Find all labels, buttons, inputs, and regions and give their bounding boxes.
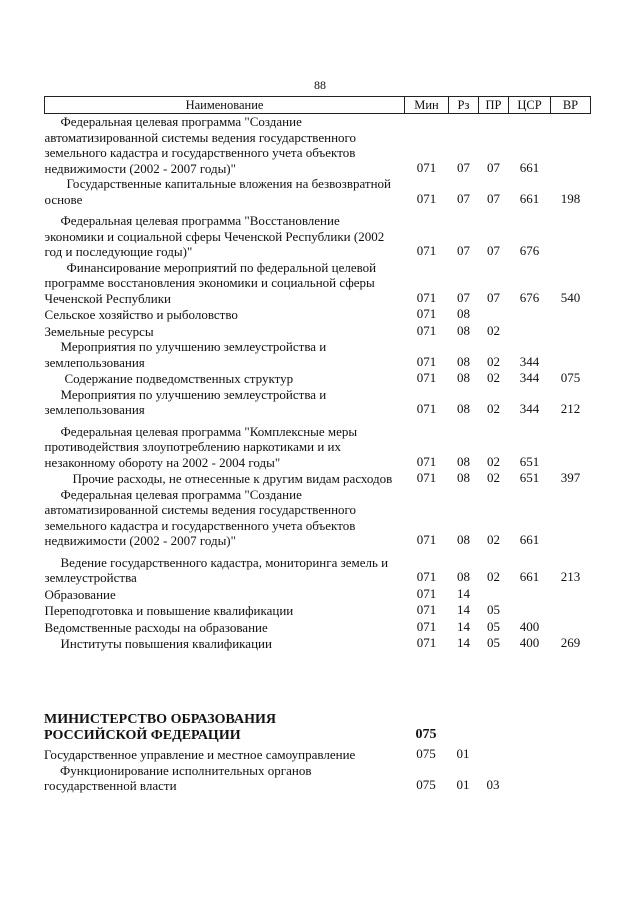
row-min: 071 [416, 289, 437, 305]
table-row [45, 306, 591, 323]
row-csr: 676 [519, 289, 540, 305]
row-csr: 344 [519, 353, 540, 369]
row-min: 071 [416, 532, 437, 547]
table-header-row [45, 97, 591, 114]
row-vr [551, 487, 591, 549]
row-min: 071 [416, 306, 437, 321]
row-name: Федеральная целевая программа "Комплексные меры противодействия злоупотреблению наркотиками и их незаконному обороту на 2002 - 2004 годы" [44, 423, 358, 470]
row-min: 071 [416, 453, 437, 469]
row-min: 071 [416, 569, 437, 584]
row-rz: 14 [457, 602, 470, 617]
row-name: Функционирование исполнительных органов государственной власти [44, 762, 312, 793]
row-vr [551, 207, 591, 260]
row-name: Федеральная целевая программа "Создание автоматизированной системы ведения государственного земельного кадастра и государственного учета объектов недвижимости (2002 - 2007 годы)" [44, 114, 357, 176]
row-csr: 651 [519, 453, 540, 469]
row-pr: 02 [487, 322, 500, 338]
row-pr: 07 [487, 289, 500, 305]
ministry-code: 075 [415, 726, 437, 742]
row-min: 071 [416, 602, 437, 617]
page-number: 88 [314, 78, 326, 92]
table-row [44, 743, 590, 763]
table-row [45, 549, 591, 586]
ministry-table [44, 712, 590, 794]
row-rz: 07 [457, 190, 470, 206]
row-name: Государственное управление и местное самоуправление [44, 747, 356, 762]
table-row [45, 602, 591, 619]
row-name: Федеральная целевая программа "Восстановление экономики и социальной сферы Чеченской Республики (2002 год и последующие годы)" [44, 213, 385, 259]
row-rz: 08 [457, 401, 470, 416]
row-rz: 01 [456, 777, 470, 792]
table-row [45, 470, 591, 487]
budget-table-container [44, 96, 590, 652]
row-vr [551, 602, 591, 619]
row-name: Образование [44, 586, 116, 602]
table-row [45, 619, 591, 636]
row-rz: 01 [456, 746, 470, 761]
row-csr: 400 [519, 618, 540, 634]
row-min: 071 [416, 635, 437, 650]
row-name: Государственные капитальные вложения на безвозвратной основе [44, 176, 391, 207]
table-row [45, 418, 591, 471]
row-min: 071 [416, 585, 437, 601]
header-pr: ПР [479, 97, 509, 114]
table-row [45, 207, 591, 260]
row-rz: 08 [457, 453, 470, 469]
row-min: 071 [416, 370, 437, 385]
row-name: Сельское хозяйство и рыболовство [44, 307, 238, 322]
row-rz: 08 [457, 370, 470, 385]
row-rz: 08 [457, 532, 470, 547]
row-csr: 661 [519, 569, 540, 584]
table-row [44, 763, 590, 794]
ministry-title: МИНИСТЕРСТВО ОБРАЗОВАНИЯ РОССИЙСКОЙ ФЕДЕРАЦИИ [44, 712, 276, 743]
table-row [45, 487, 591, 549]
table-row [45, 387, 591, 418]
table-row [45, 323, 591, 340]
row-vr: 213 [560, 569, 581, 584]
row-vr [551, 114, 591, 177]
row-vr [551, 306, 591, 323]
header-min: Мин [405, 97, 449, 114]
row-pr [478, 743, 508, 763]
row-rz: 14 [457, 635, 470, 650]
row-csr: 661 [519, 159, 540, 175]
row-rz: 14 [457, 618, 470, 634]
row-name: Ведомственные расходы на образование [44, 619, 268, 635]
table-row [45, 339, 591, 370]
row-csr: 651 [519, 470, 540, 485]
row-pr: 02 [487, 401, 500, 416]
row-csr: 661 [519, 532, 540, 547]
table-row [45, 114, 591, 177]
row-pr: 05 [487, 618, 500, 634]
row-pr: 03 [486, 777, 500, 792]
row-pr: 05 [487, 602, 500, 617]
row-min: 075 [416, 777, 436, 792]
row-csr [509, 602, 551, 619]
row-min: 071 [416, 470, 437, 485]
table-row [45, 260, 591, 307]
row-vr: 075 [560, 370, 581, 385]
row-csr: 676 [519, 243, 540, 258]
row-csr [509, 306, 551, 323]
header-name: Наименование [45, 97, 405, 114]
row-vr [551, 339, 591, 370]
ministry-title-row [44, 712, 590, 743]
header-rz: Рз [449, 97, 479, 114]
table-row [45, 586, 591, 603]
row-pr: 02 [487, 453, 500, 469]
row-vr [551, 323, 591, 340]
row-name: Федеральная целевая программа "Создание автоматизированной системы ведения государственного земельного кадастра и государственного учета объектов недвижимости (2002 - 2007 годы)" [44, 486, 357, 548]
row-min: 071 [416, 243, 437, 258]
row-rz: 07 [457, 159, 470, 175]
row-vr [551, 418, 591, 471]
row-vr: 269 [560, 635, 581, 650]
row-vr: 198 [560, 190, 581, 206]
row-csr: 344 [519, 401, 540, 416]
row-name: Финансирование мероприятий по федеральной целевой программе восстановления экономики и социальной сферы Чеченской Республики [44, 259, 377, 306]
row-pr: 07 [487, 243, 500, 258]
row-name: Земельные ресурсы [44, 323, 154, 339]
row-rz: 08 [457, 306, 470, 321]
row-csr: 344 [519, 370, 540, 385]
row-pr: 07 [487, 190, 500, 206]
row-pr: 02 [487, 569, 500, 584]
row-vr [551, 586, 591, 603]
row-csr [509, 586, 551, 603]
row-pr [479, 586, 509, 603]
row-min: 071 [416, 190, 437, 206]
row-name: Мероприятия по улучшению землеустройства и землепользования [44, 386, 327, 417]
row-name: Мероприятия по улучшению землеустройства и землепользования [44, 339, 327, 370]
row-pr: 02 [487, 353, 500, 369]
row-name: Институты повышения квалификации [60, 636, 272, 651]
row-rz: 07 [457, 243, 470, 258]
row-vr [551, 619, 591, 636]
row-name: Ведение государственного кадастра, мониторинга земель и землеустройства [44, 554, 389, 585]
row-name: Прочие расходы, не отнесенные к другим видам расходов [72, 471, 393, 486]
row-min: 075 [416, 746, 436, 761]
row-rz: 08 [457, 353, 470, 369]
row-pr: 02 [487, 470, 500, 485]
row-pr: 07 [487, 159, 500, 175]
row-pr: 05 [487, 635, 500, 650]
table-row [45, 635, 591, 652]
row-csr [509, 323, 551, 340]
row-min: 071 [416, 159, 437, 175]
row-rz: 07 [457, 289, 470, 305]
row-csr: 400 [519, 635, 540, 650]
header-csr: ЦСР [509, 97, 551, 114]
budget-table [44, 96, 591, 652]
row-csr: 661 [519, 190, 540, 206]
row-pr: 02 [487, 532, 500, 547]
row-min: 071 [416, 353, 437, 369]
ministry-section [44, 712, 590, 794]
row-rz: 08 [457, 322, 470, 338]
row-vr: 212 [560, 401, 581, 416]
row-rz: 08 [457, 569, 470, 584]
table-row [45, 370, 591, 387]
row-name: Содержание подведомственных структур [64, 371, 294, 386]
row-rz: 14 [457, 585, 470, 601]
header-vr: ВР [551, 97, 591, 114]
table-row [45, 176, 591, 207]
row-min: 071 [416, 401, 437, 416]
row-vr: 397 [560, 470, 581, 485]
row-vr: 540 [560, 289, 581, 305]
row-min: 071 [416, 322, 437, 338]
row-pr [479, 306, 509, 323]
row-min: 071 [416, 618, 437, 634]
row-name: Переподготовка и повышение квалификации [44, 603, 294, 618]
row-rz: 08 [457, 470, 470, 485]
row-pr: 02 [487, 370, 500, 385]
